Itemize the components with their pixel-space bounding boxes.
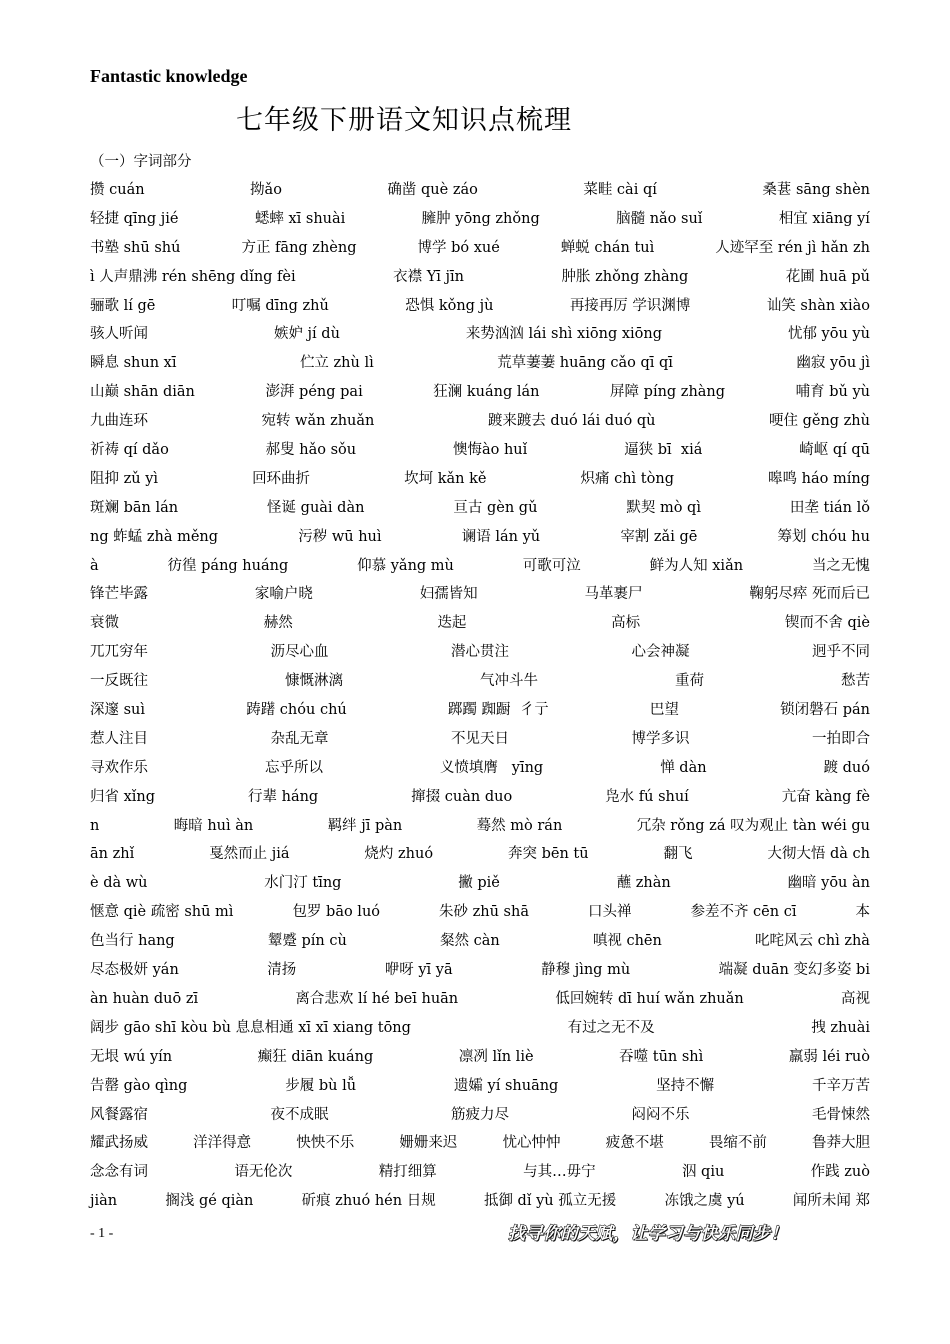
vocab-entry: 夜不成眠 — [270, 1106, 329, 1123]
vocab-entry: 坎坷 kǎn kě — [404, 470, 487, 487]
vocab-entry: 鲁莽大胆 — [811, 1135, 870, 1152]
vocab-entry: 一反既往 — [90, 673, 148, 690]
vocab-entry: 羁绊 jī pàn — [327, 817, 403, 834]
vocab-entry: 阻抑 zǔ yì — [90, 470, 159, 487]
vocab-entry: n — [90, 817, 100, 834]
vocab-line — [90, 378, 870, 407]
vocab-entry: 撺掇 cuàn duo — [411, 788, 513, 805]
vocab-entry: 本 — [855, 904, 870, 921]
vocab-entry: 羸弱 léi ruò — [788, 1048, 870, 1065]
vocab-entry: 朱砂 zhū shā — [439, 904, 529, 921]
vocab-line — [90, 840, 870, 869]
vocab-line — [90, 927, 870, 956]
vocab-line — [90, 205, 870, 234]
vocab-line — [90, 725, 870, 754]
vocab-entry: 亘古 gèn gǔ — [453, 499, 538, 516]
vocab-entry: 毛骨悚然 — [812, 1106, 870, 1123]
vocab-line — [90, 407, 870, 436]
vocab-entry: 讪笑 shàn xiào — [766, 297, 870, 314]
vocab-entry: 寻欢作乐 — [90, 759, 148, 776]
vocab-entry: 畏缩不前 — [708, 1135, 767, 1152]
vocab-entry: 九曲连环 — [90, 413, 148, 430]
vocab-entry: 宛转 wǎn zhuǎn — [261, 413, 375, 430]
vocab-entry: 妇孺皆知 — [419, 586, 478, 603]
vocab-entry: 与其…毋宁 — [523, 1164, 596, 1181]
vocab-line — [90, 956, 870, 985]
vocab-entry: 桑葚 sāng shèn — [762, 182, 870, 198]
vocab-entry: 凫水 fú shuí — [605, 788, 689, 805]
vocab-entry: 家喻户晓 — [254, 586, 313, 603]
vocab-line — [90, 436, 870, 465]
vocab-entry: 姗姗来迟 — [399, 1135, 458, 1152]
vocab-entry: 谰语 lán yǔ — [461, 528, 541, 545]
vocab-entry: 伫立 zhù lì — [299, 355, 374, 372]
vocab-entry: 坚持不懈 — [656, 1077, 715, 1094]
section-title: （一）字词部分 — [90, 154, 192, 170]
vocab-entry: 田垄 tián lǒ — [789, 499, 870, 516]
vocab-line — [90, 1187, 870, 1216]
vocab-entry: 祈祷 qí dǎo — [90, 442, 169, 459]
vocab-entry: 狂澜 kuáng lán — [433, 384, 540, 401]
vocab-entry: 炽痛 chì tòng — [580, 470, 674, 487]
vocab-entry: 参差不齐 cēn cī — [690, 904, 797, 921]
vocab-entry: 博学多识 — [631, 730, 690, 747]
vocab-entry: 锲而不舍 qiè — [784, 615, 870, 632]
vocab-entry: 尽态极妍 yán — [90, 962, 179, 979]
vocab-line — [90, 1129, 870, 1158]
vocab-line — [90, 1101, 870, 1130]
vocab-line — [90, 494, 870, 523]
vocab-entry: 遗孀 yí shuāng — [453, 1077, 559, 1094]
vocab-entry: 惮 dàn — [660, 759, 707, 776]
vocab-entry: 书塾 shū shú — [90, 239, 181, 256]
vocab-entry: 衰微 — [90, 615, 119, 632]
vocab-entry: 耀武扬威 — [90, 1135, 148, 1152]
vocab-entry: 攒 cuán — [90, 182, 145, 198]
vocab-entry: 鲜为人知 xiǎn — [649, 557, 744, 574]
vocab-entry: 蘸 zhàn — [616, 875, 671, 892]
vocab-entry: 再接再厉 学识渊博 — [569, 297, 691, 314]
vocab-entry: 高标 — [611, 615, 641, 632]
vocab-entry: 拗ǎo — [250, 182, 282, 198]
vocab-entry: 无垠 wú yín — [90, 1048, 173, 1065]
vocab-entry: 赫然 — [263, 615, 293, 632]
vocab-entry: 作践 zuò — [810, 1164, 870, 1181]
vocab-entry: 踱来踱去 duó lái duó qù — [487, 413, 656, 430]
vocab-entry: 蝉蜕 chán tuì — [560, 239, 655, 256]
vocab-entry: 哽住 gěng zhù — [768, 413, 870, 430]
vocab-line — [90, 1043, 870, 1072]
vocab-entry: 脑髓 nǎo suǐ — [616, 210, 703, 227]
vocab-entry: 水门汀 tīng — [264, 875, 342, 892]
vocab-entry: 端凝 duān 变幻多姿 bi — [718, 962, 870, 979]
vocab-line — [90, 898, 870, 927]
vocab-entry: 幽寂 yōu jì — [796, 355, 870, 372]
vocab-entry: 高视 — [840, 990, 870, 1007]
vocab-entry: 方正 fāng zhèng — [241, 239, 357, 256]
vocab-entry: 彷徨 páng huáng — [167, 557, 289, 574]
vocab-entry: 鞠躬尽瘁 死而后已 — [749, 586, 870, 603]
vocab-entry: 惬意 qiè 疏密 shū mì — [90, 904, 234, 921]
vocab-entry: 踌躇 chóu chú — [246, 702, 347, 719]
vocab-entry: 瞬息 shun xī — [90, 355, 177, 372]
vocab-entry: 怪诞 guài dàn — [267, 499, 365, 516]
vocab-entry: 深邃 suì — [90, 702, 146, 719]
vocab-entry: 怏怏不乐 — [296, 1135, 355, 1152]
vocab-entry: 逼狭 bī xiá — [624, 442, 703, 459]
vocab-line — [90, 552, 870, 581]
vocab-entry: 粲然 càn — [439, 933, 500, 950]
vocab-entry: 凛冽 lǐn liè — [458, 1048, 534, 1065]
vocab-entry: 愁苦 — [841, 673, 870, 690]
vocab-entry: 污秽 wū huì — [298, 528, 382, 545]
vocab-line — [90, 234, 870, 263]
vocab-entry: à — [90, 557, 99, 574]
vocab-entry: 不见天日 — [451, 730, 509, 747]
vocab-entry: 清扬 — [267, 962, 297, 979]
vocab-entry: 泅 qiu — [681, 1164, 725, 1181]
vocab-entry: 锁闭磐石 pán — [780, 702, 870, 719]
vocab-entry: 惹人注目 — [90, 730, 148, 747]
footer-slogan: 找寻你的天赋，让学习与快乐同步！ — [508, 1224, 788, 1244]
vocab-entry: 大彻大悟 dà ch — [767, 846, 870, 863]
vocab-entry: àn huàn duō zī — [90, 990, 199, 1007]
vocab-entry: 踯躅 踟蹰 彳亍 — [447, 702, 549, 719]
vocab-entry: 风餐露宿 — [90, 1106, 148, 1123]
vocab-entry: 颦蹙 pín cù — [267, 933, 347, 950]
vocab-entry: 慷慨淋漓 — [285, 673, 343, 690]
vocab-line — [90, 696, 870, 725]
vocab-entry: 臃肿 yōng zhǒng — [421, 210, 540, 227]
vocab-entry: jiàn — [90, 1193, 118, 1210]
vocabulary-list — [90, 176, 870, 1216]
vocab-entry: 步履 bù lǚ — [285, 1077, 357, 1094]
vocab-entry: 冻饿之虞 yú — [664, 1193, 745, 1210]
vocab-entry: 闷闷不乐 — [631, 1106, 690, 1123]
vocab-entry: 烧灼 zhuó — [364, 846, 434, 863]
vocab-entry: 蓦然 mò rán — [476, 817, 563, 834]
header-text: Fantastic knowledge — [90, 66, 248, 86]
vocab-entry: 有过之无不及 — [567, 1019, 655, 1036]
vocab-entry: 郝叟 hǎo sǒu — [265, 442, 357, 459]
vocab-line — [90, 638, 870, 667]
vocab-entry: 迥乎不同 — [812, 644, 870, 661]
vocab-entry: 咿呀 yī yā — [384, 962, 453, 979]
vocab-entry: 疲惫不堪 — [605, 1135, 664, 1152]
vocab-entry: 宰割 zǎi gē — [620, 528, 698, 545]
vocab-entry: 叱咤风云 chì zhà — [755, 933, 870, 950]
vocab-entry: 菜畦 cài qí — [583, 182, 657, 198]
vocab-entry: 肿胀 zhǒng zhàng — [561, 268, 689, 285]
vocab-line — [90, 985, 870, 1014]
vocab-entry: 闻所未闻 郑 — [792, 1193, 870, 1210]
vocab-entry: 戛然而止 jiá — [209, 846, 290, 863]
vocab-entry: 翻飞 — [663, 846, 693, 863]
vocab-entry: 衣襟 Yī jīn — [393, 268, 465, 285]
vocab-line — [90, 1158, 870, 1187]
vocab-entry: 杂乱无章 — [270, 730, 329, 747]
vocab-entry: 恐惧 kǒng jù — [405, 297, 494, 314]
vocab-line — [90, 349, 870, 378]
vocab-entry: 山巅 shān diān — [90, 384, 195, 401]
vocab-entry: 忘乎所以 — [264, 759, 323, 776]
vocab-entry: ì 人声鼎沸 rén shēng dǐng fèi — [90, 268, 296, 285]
vocab-entry: 忧郁 yōu yù — [787, 326, 870, 343]
vocab-entry: 筹划 chóu hu — [777, 528, 870, 545]
vocab-entry: 马革裹尸 — [584, 586, 643, 603]
vocab-entry: 仰慕 yǎng mù — [357, 557, 454, 574]
vocab-entry: 吞噬 tūn shì — [619, 1048, 704, 1065]
vocab-entry: 哺育 bǔ yù — [795, 384, 870, 401]
vocab-entry: 来势汹汹 lái shì xiōng xiōng — [465, 326, 662, 343]
vocab-entry: 相宜 xiāng yí — [778, 210, 870, 227]
vocab-line — [90, 667, 870, 696]
page-number: - 1 - — [90, 1226, 114, 1241]
vocab-line — [90, 754, 870, 783]
vocab-entry: 回环曲折 — [252, 470, 311, 487]
vocab-entry: 沥尽心血 — [270, 644, 329, 661]
vocab-entry: 告罄 gào qìng — [90, 1077, 188, 1094]
vocab-entry: 离合悲欢 lí hé beī huān — [295, 990, 459, 1007]
vocab-entry: 斑斓 bān lán — [90, 499, 179, 516]
vocab-entry: 拽 zhuài — [811, 1019, 870, 1036]
vocab-line — [90, 869, 870, 898]
vocab-line — [90, 263, 870, 292]
vocab-entry: 斫痕 zhuó hén 日规 — [301, 1193, 436, 1210]
vocab-entry: 踱 duó — [823, 759, 870, 776]
vocab-line — [90, 1072, 870, 1101]
vocab-line — [90, 176, 870, 205]
vocab-entry: 重荷 — [675, 673, 704, 690]
vocab-entry: è dà wù — [90, 875, 148, 892]
vocab-entry: 抵御 dǐ yù 孤立无援 — [483, 1193, 617, 1210]
vocab-entry: 澎湃 péng pai — [265, 384, 363, 401]
vocab-entry: ān zhǐ — [90, 846, 135, 863]
vocab-line — [90, 292, 870, 321]
vocab-entry: 巴望 — [649, 702, 679, 719]
vocab-entry: 确凿 què záo — [387, 182, 478, 198]
vocab-entry: 可歌可泣 — [522, 557, 581, 574]
vocab-entry: 撇 piě — [458, 875, 500, 892]
vocab-entry: 潜心贯注 — [451, 644, 509, 661]
vocab-entry: 忧心忡忡 — [502, 1135, 561, 1152]
vocab-entry: 懊悔ào huǐ — [452, 442, 528, 459]
vocab-entry: 搁浅 gé qiàn — [165, 1193, 254, 1210]
vocab-entry: 晦暗 huì àn — [173, 817, 254, 834]
vocab-entry: ng 蚱蜢 zhà měng — [90, 528, 219, 545]
vocab-entry: 义愤填膺 yīng — [439, 759, 544, 776]
vocab-entry: 迭起 — [437, 615, 467, 632]
vocab-line — [90, 465, 870, 494]
vocab-entry: 归省 xǐng — [90, 788, 156, 805]
vocab-entry: 叮嘱 dīng zhǔ — [231, 297, 329, 314]
vocab-entry: 语无伦次 — [234, 1164, 293, 1181]
vocab-entry: 当之无愧 — [811, 557, 870, 574]
vocab-entry: 锋芒毕露 — [90, 586, 148, 603]
vocab-entry: 精打细算 — [378, 1164, 437, 1181]
vocab-entry: 癫狂 diān kuáng — [257, 1048, 374, 1065]
vocab-entry: 崎岖 qí qū — [799, 442, 870, 459]
vocab-entry: 一拍即合 — [812, 730, 870, 747]
vocab-entry: 包罗 bāo luó — [292, 904, 381, 921]
vocab-entry: 嫉妒 jí dù — [273, 326, 340, 343]
vocab-entry: 人迹罕至 rén jì hǎn zh — [715, 239, 870, 256]
vocab-entry: 筋疲力尽 — [451, 1106, 509, 1123]
vocab-entry: 心会神凝 — [631, 644, 690, 661]
vocab-entry: 默契 mò qì — [626, 499, 701, 516]
vocab-entry: 念念有词 — [90, 1164, 148, 1181]
vocab-entry: 静穆 jìng mù — [541, 962, 631, 979]
vocab-entry: 博学 bó xué — [417, 239, 500, 256]
vocab-line — [90, 609, 870, 638]
vocab-line — [90, 1014, 870, 1043]
vocab-line — [90, 320, 870, 349]
vocab-entry: 气冲斗牛 — [480, 673, 538, 690]
page-title: 七年级下册语文知识点梳理 — [236, 105, 572, 136]
vocab-entry: 蟋蟀 xī shuài — [254, 210, 346, 227]
vocab-entry: 千辛万苦 — [812, 1077, 870, 1094]
vocab-entry: 幽暗 yōu àn — [787, 875, 870, 892]
vocab-entry: 口头禅 — [587, 904, 632, 921]
vocab-entry: 骊歌 lí gē — [90, 297, 156, 314]
vocab-line — [90, 523, 870, 552]
vocab-entry: 嗔视 chēn — [592, 933, 662, 950]
vocab-line — [90, 812, 870, 841]
vocab-entry: 阔步 gāo shī kòu bù 息息相通 xī xī xiang tōng — [90, 1019, 411, 1036]
vocab-entry: 荒草萋萋 huāng cǎo qī qī — [497, 355, 673, 372]
vocab-entry: 洋洋得意 — [193, 1135, 252, 1152]
vocab-line — [90, 580, 870, 609]
vocab-entry: 嗥鸣 háo míng — [768, 470, 870, 487]
vocab-entry: 屏障 píng zhàng — [610, 384, 726, 401]
vocab-entry: 亢奋 kàng fè — [781, 788, 870, 805]
vocab-entry: 行辈 háng — [248, 788, 319, 805]
vocab-entry: 轻捷 qīng jié — [90, 210, 179, 227]
vocab-entry: 骇人听闻 — [90, 326, 148, 343]
vocab-entry: 奔突 bēn tū — [507, 846, 589, 863]
vocab-entry: 色当行 hang — [90, 933, 175, 950]
vocab-entry: 兀兀穷年 — [90, 644, 148, 661]
vocab-entry: 花圃 huā pǔ — [785, 268, 870, 285]
vocab-entry: 低回婉转 dī huí wǎn zhuǎn — [555, 990, 744, 1007]
vocab-entry: 冗杂 rǒng zá 叹为观止 tàn wéi gu — [636, 817, 870, 834]
vocab-line — [90, 783, 870, 812]
